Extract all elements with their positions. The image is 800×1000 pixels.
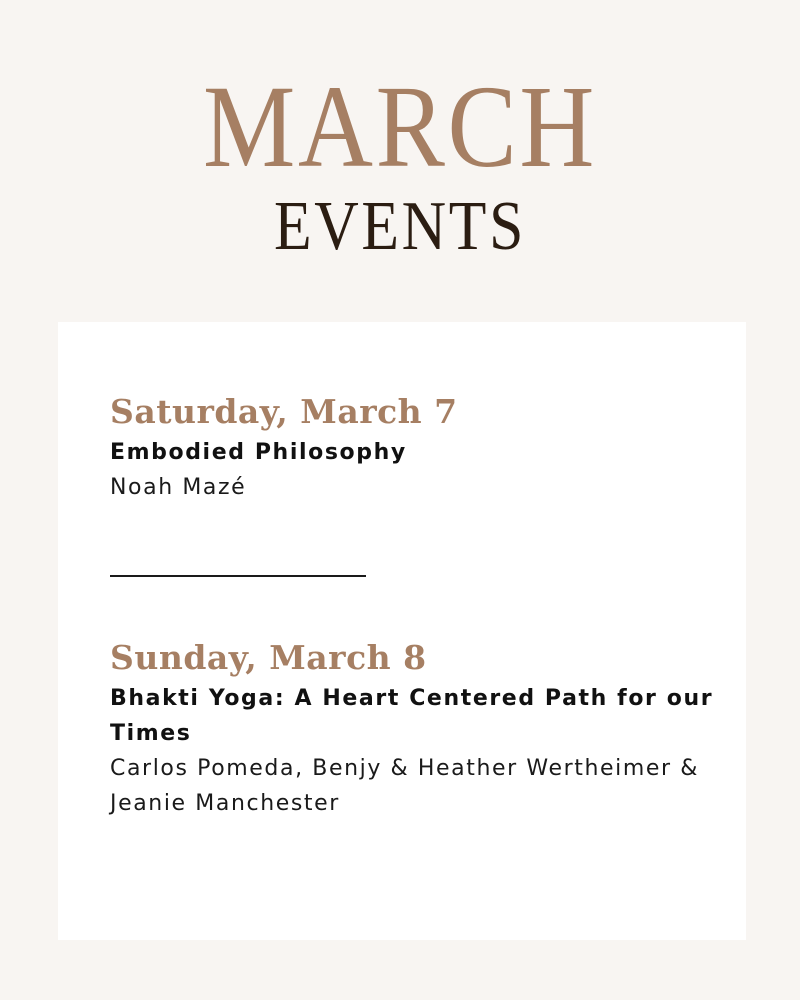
divider	[110, 575, 366, 577]
events-card	[58, 322, 746, 940]
event-presenters: Noah Mazé	[110, 475, 247, 500]
events-subtitle: EVENTS	[274, 188, 526, 265]
event-presenters: Carlos Pomeda, Benjy & Heather Wertheimer & Jeanie Manchester	[110, 756, 700, 816]
event-date: Sunday, March 8	[110, 638, 427, 677]
event-item	[110, 392, 730, 505]
month-title: MARCH	[202, 61, 598, 192]
event-item	[110, 638, 730, 821]
event-date: Saturday, March 7	[110, 392, 458, 431]
event-title: Bhakti Yoga: A Heart Centered Path for our Times	[110, 686, 714, 746]
event-title: Embodied Philosophy	[110, 440, 407, 465]
